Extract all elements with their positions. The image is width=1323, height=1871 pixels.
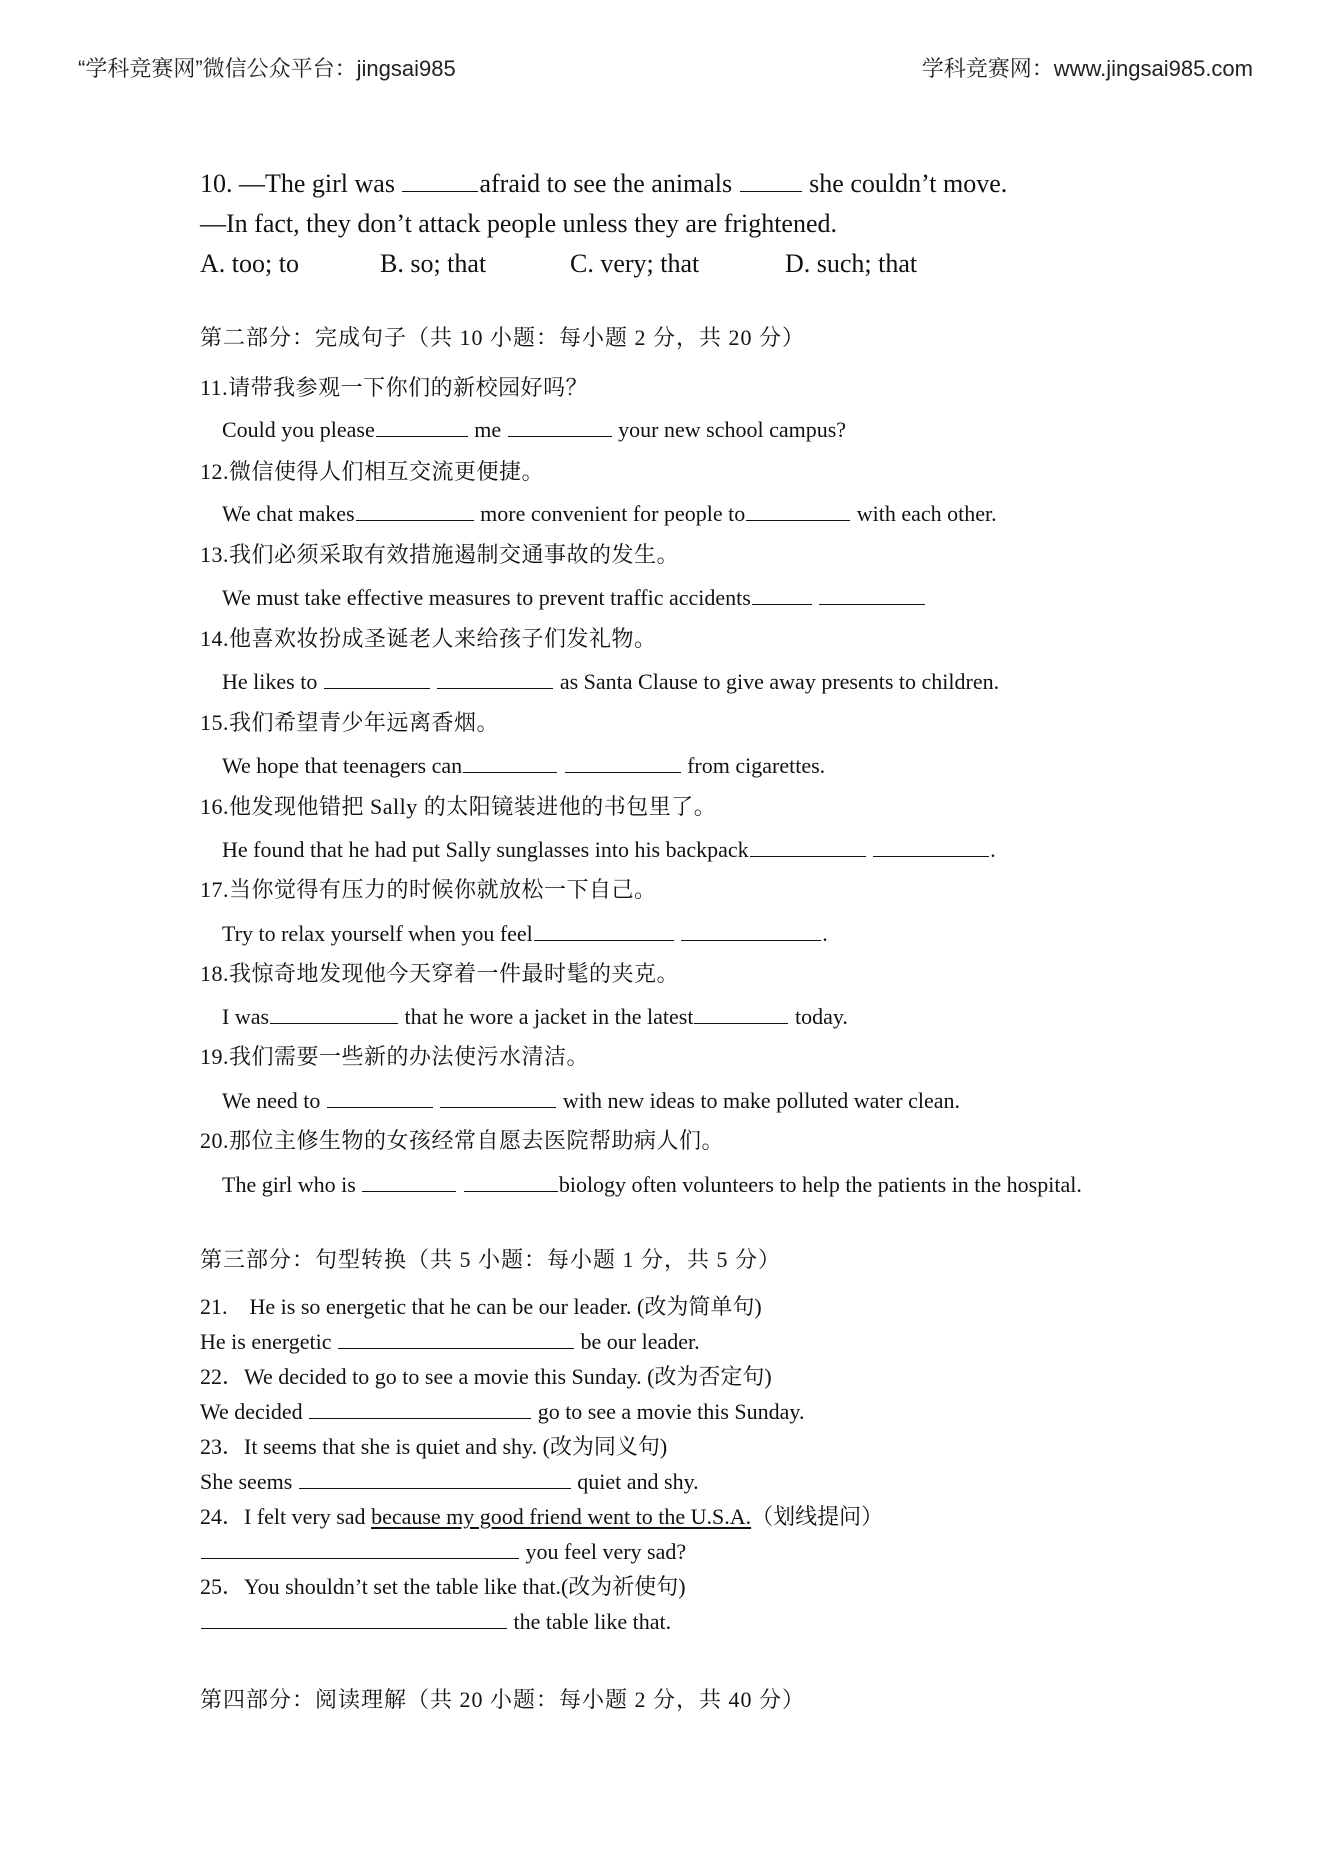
q10-options — [200, 248, 1000, 280]
q23-question: 23．It seems that she is quiet and shy. (改为同义句) — [200, 1434, 668, 1459]
q13-chinese: 13.我们必须采取有效措施遏制交通事故的发生。 — [200, 542, 680, 567]
q10-text-c: she couldn’t move. — [802, 169, 1008, 198]
answer-blank[interactable] — [746, 500, 850, 521]
answer-blank[interactable] — [356, 500, 474, 521]
answer-blank[interactable] — [327, 1087, 433, 1108]
section-title-part4: 第四部分：阅读理解（共 20 小题：每小题 2 分，共 40 分） — [200, 1687, 806, 1712]
q10-text-b: afraid to see the animals — [479, 169, 739, 198]
answer-blank[interactable] — [440, 1087, 556, 1108]
answer-blank[interactable] — [376, 416, 468, 437]
answer-blank[interactable] — [324, 668, 430, 689]
answer-blank[interactable] — [270, 1003, 398, 1024]
q21-question: 21. He is so energetic that he can be our leader. (改为简单句) — [200, 1294, 762, 1319]
answer-blank[interactable] — [681, 920, 821, 941]
q21-answer: He is energetic be our leader. — [200, 1329, 700, 1354]
answer-blank[interactable] — [362, 1171, 456, 1192]
answer-blank[interactable] — [201, 1538, 519, 1559]
q17-english: Try to relax yourself when you feel . — [222, 921, 828, 946]
q13-english: We must take effective measures to prevent traffic accidents — [222, 584, 926, 612]
option-b[interactable]: B. so; that — [380, 249, 487, 278]
header-website: 学科竞赛网：www.jingsai985.com — [921, 56, 1253, 81]
answer-blank[interactable] — [464, 1171, 558, 1192]
q20-english: The girl who is biology often volunteers to help the patients in the hospital. — [222, 1172, 1082, 1197]
answer-blank[interactable] — [873, 836, 989, 857]
q17-chinese: 17.当你觉得有压力的时候你就放松一下自己。 — [200, 877, 657, 902]
section-title-part3: 第三部分：句型转换（共 5 小题：每小题 1 分，共 5 分） — [200, 1247, 782, 1272]
answer-blank[interactable] — [402, 171, 478, 192]
q12-chinese: 12.微信使得人们相互交流更便捷。 — [200, 459, 545, 484]
q20-chinese: 20.那位主修生物的女孩经常自愿去医院帮助病人们。 — [200, 1128, 725, 1153]
q22-question: 22．We decided to go to see a movie this Sunday. (改为否定句) — [200, 1364, 772, 1389]
q11-english: Could you please me your new school campus? — [222, 417, 847, 442]
q25-question: 25．You shouldn’t set the table like that.(改为祈使句) — [200, 1574, 686, 1599]
answer-blank[interactable] — [309, 1398, 531, 1419]
q15-english: We hope that teenagers can from cigarettes. — [222, 753, 826, 778]
q16-english: He found that he had put Sally sunglasses into his backpack . — [222, 837, 996, 862]
answer-blank[interactable] — [565, 752, 681, 773]
answer-blank[interactable] — [819, 584, 925, 605]
q25-answer: the table like that. — [200, 1608, 671, 1636]
q19-chinese: 19.我们需要一些新的办法使污水清洁。 — [200, 1044, 590, 1069]
q18-chinese: 18.我惊奇地发现他今天穿着一件最时髦的夹克。 — [200, 961, 680, 986]
q10-text-a: 10. —The girl was — [200, 169, 402, 198]
answer-blank[interactable] — [437, 668, 553, 689]
underlined-phrase: because my good friend went to the U.S.A. — [371, 1504, 752, 1529]
q24-question: 24．I felt very sad because my good friend went to the U.S.A.（划线提问） — [200, 1504, 884, 1529]
q10-line1 — [200, 168, 1007, 200]
answer-blank[interactable] — [201, 1608, 507, 1629]
answer-blank[interactable] — [534, 920, 674, 941]
q16-chinese: 16.他发现他错把 Sally 的太阳镜装进他的书包里了。 — [200, 794, 717, 819]
answer-blank[interactable] — [463, 752, 557, 773]
q12-english: We chat makes more convenient for people to with each other. — [222, 501, 997, 526]
option-c[interactable]: C. very; that — [570, 249, 700, 278]
q24-answer: you feel very sad? — [200, 1538, 686, 1566]
header-wechat: “学科竞赛网”微信公众平台：jingsai985 — [78, 56, 456, 81]
q14-chinese: 14.他喜欢妆扮成圣诞老人来给孩子们发礼物。 — [200, 626, 657, 651]
answer-blank[interactable] — [740, 171, 802, 192]
q14-english: He likes to as Santa Clause to give away presents to children. — [222, 669, 1000, 694]
answer-blank[interactable] — [750, 836, 866, 857]
q23-answer: She seems quiet and shy. — [200, 1469, 699, 1494]
answer-blank[interactable] — [694, 1003, 788, 1024]
section-title-part2: 第二部分：完成句子（共 10 小题：每小题 2 分，共 20 分） — [200, 325, 806, 350]
answer-blank[interactable] — [508, 416, 612, 437]
q18-english: I was that he wore a jacket in the latest today. — [222, 1004, 848, 1029]
q19-english: We need to with new ideas to make polluted water clean. — [222, 1088, 961, 1113]
answer-blank[interactable] — [752, 584, 812, 605]
q10-line2: —In fact, they don’t attack people unless they are frightened. — [200, 209, 838, 238]
q11-chinese: 11.请带我参观一下你们的新校园好吗？ — [200, 375, 589, 400]
answer-blank[interactable] — [338, 1328, 574, 1349]
answer-blank[interactable] — [299, 1468, 571, 1489]
q22-answer: We decided go to see a movie this Sunday. — [200, 1399, 805, 1424]
q15-chinese: 15.我们希望青少年远离香烟。 — [200, 710, 500, 735]
option-d[interactable]: D. such; that — [785, 249, 918, 278]
option-a[interactable]: A. too; to — [200, 249, 299, 278]
